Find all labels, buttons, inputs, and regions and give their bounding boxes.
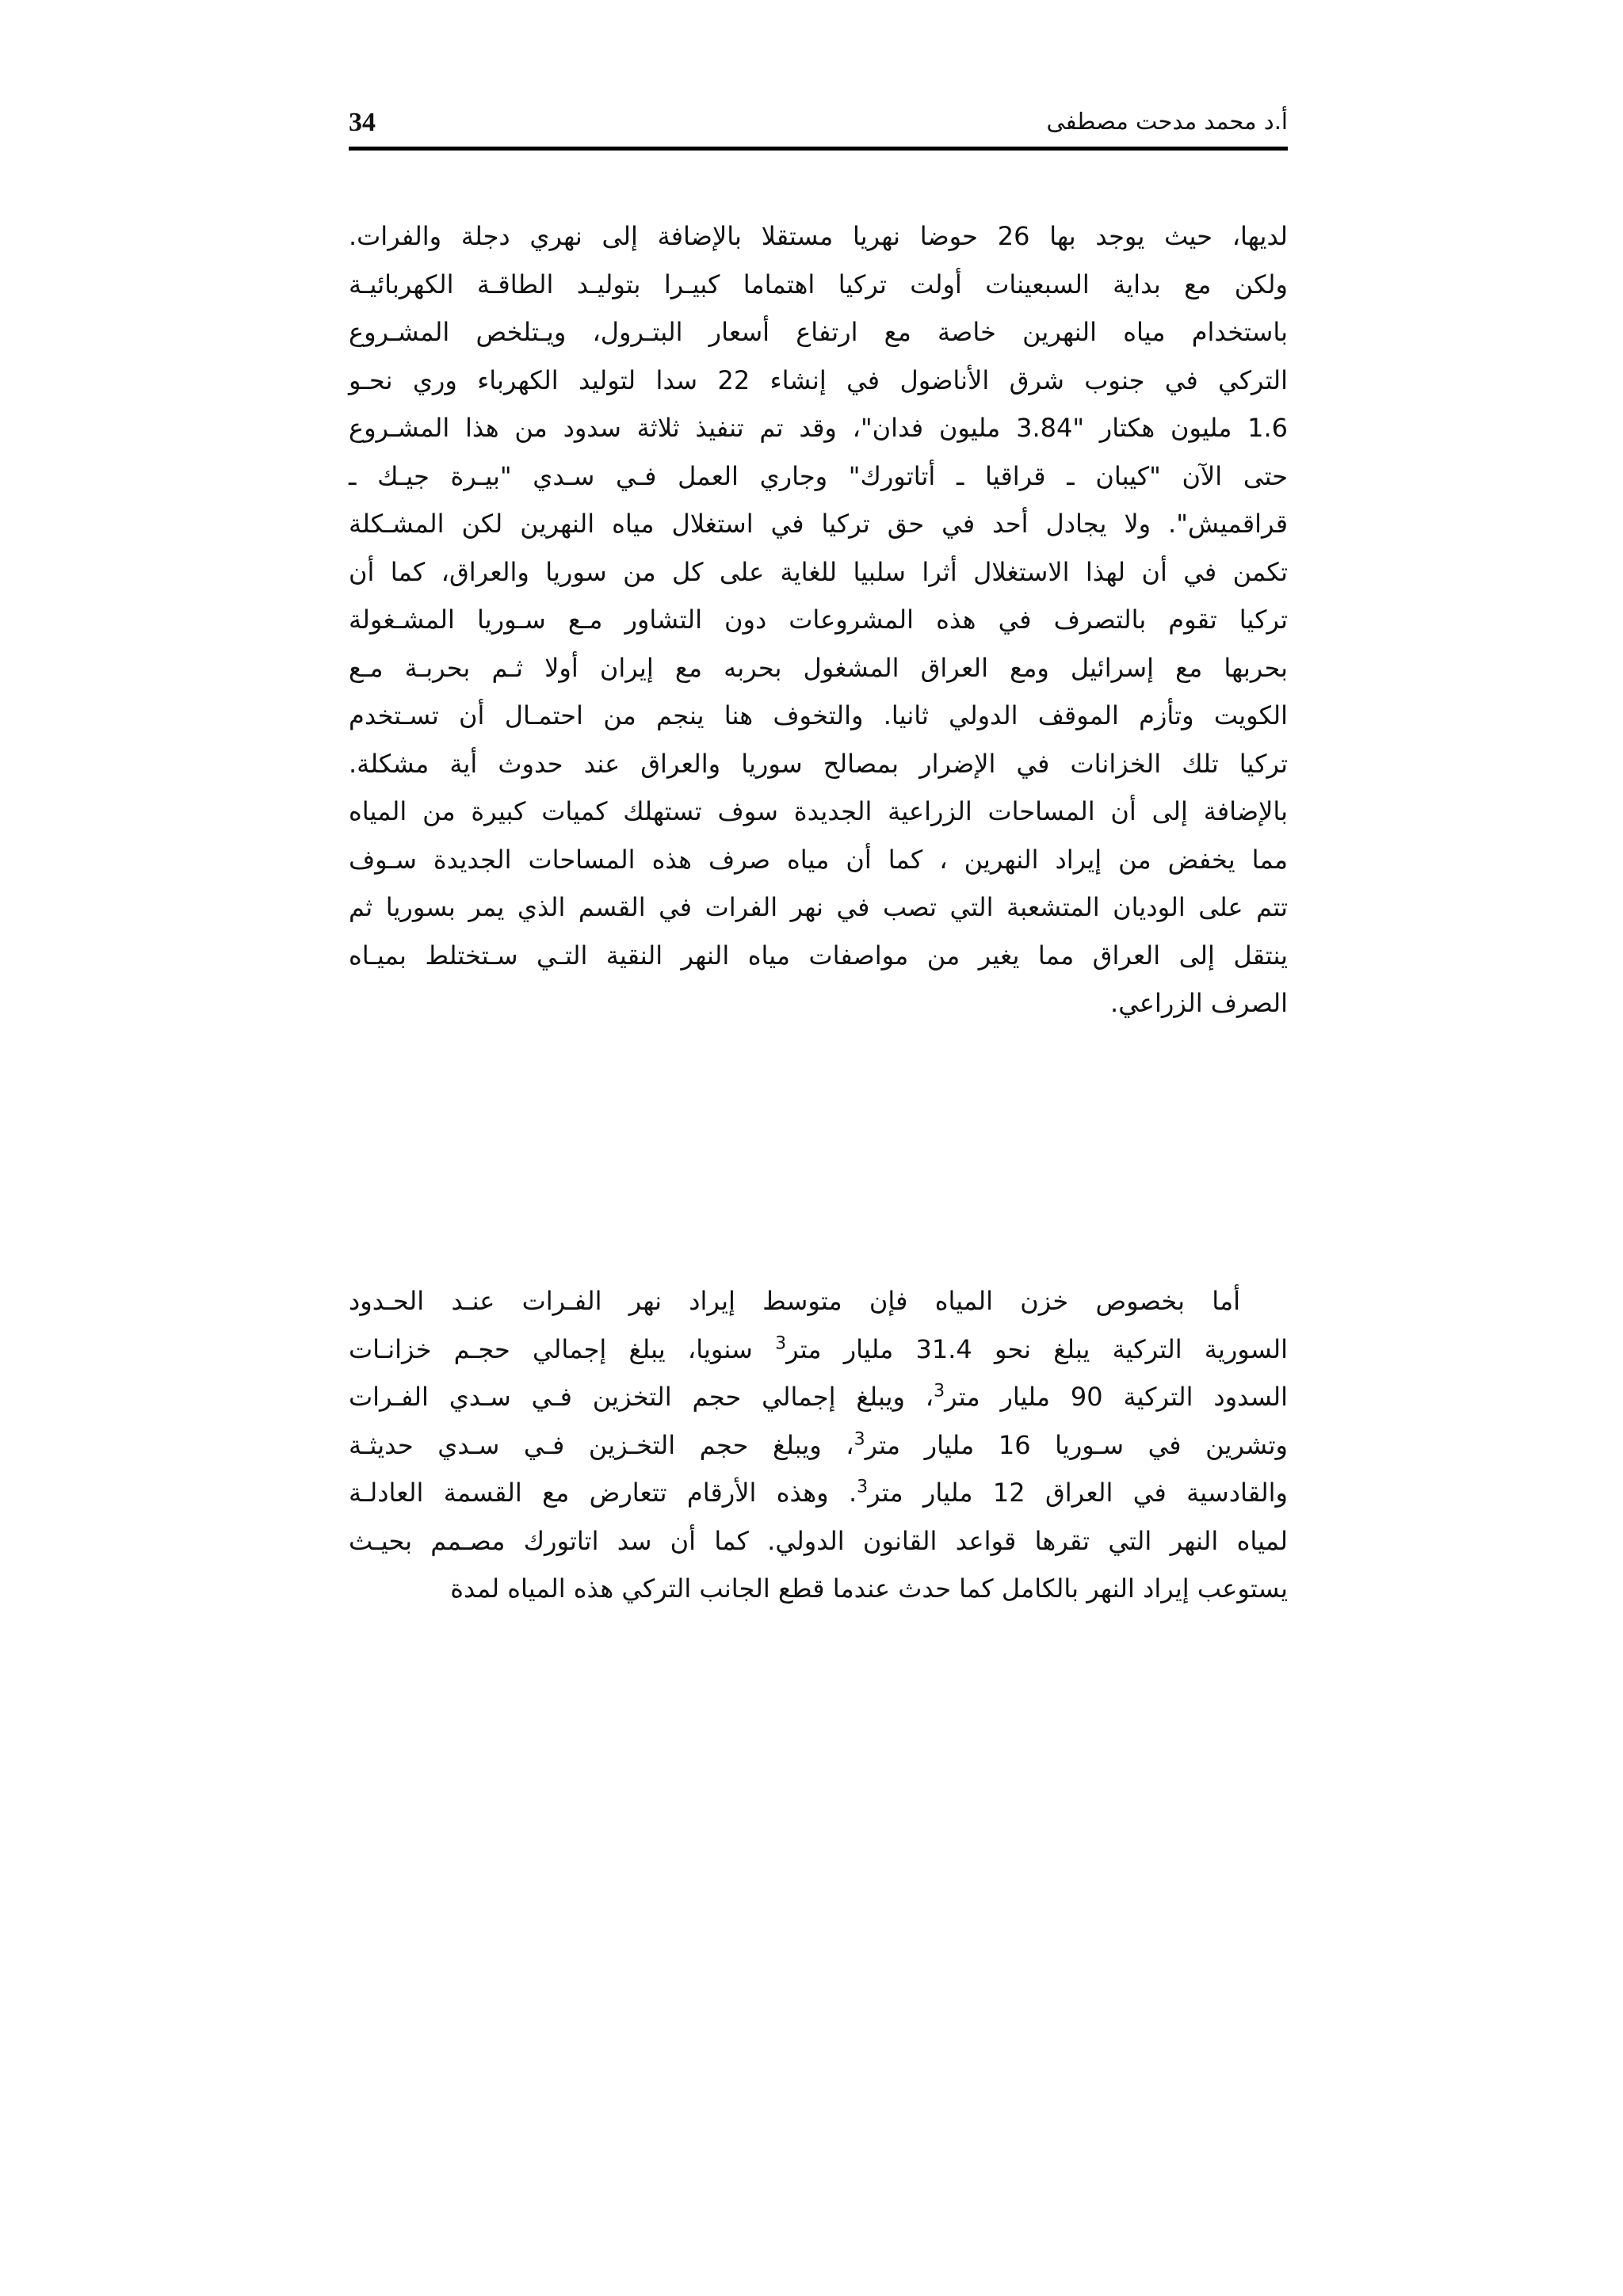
paragraph-2-line: يستوعب إيراد النهر بالكامل كما حدث عندما قطع الجانب التركي هذه المياه لمدة [450, 1573, 1288, 1604]
paragraph-2-line: والقادسية في العراق 12 مليار متر$^3$. وهذه الأرقام تتعارض مع القسمة العادلـة [349, 1477, 1289, 1508]
running-header [349, 101, 1288, 147]
paragraph-1-line: حتى الآن "كيبان ـ قراقيا ـ أتاتورك" وجاري العمل فـي سـدي "بيـرة جيـك ـ [349, 460, 1288, 491]
paragraph-1-line: لديها، حيث يوجد بها 26 حوضا نهريا مستقلا بالإضافة إلى نهري دجلة والفرات. [349, 221, 1289, 251]
paragraph-1-line: تتم على الوديان المتشعبة التي تصب في نهر الفرات في القسم الذي يمر بسوريا ثم [349, 892, 1288, 922]
paragraph-1 [349, 212, 1288, 1028]
paragraph-1-line: 1.6 مليون هكتار "3.84 مليون فدان"، وقد تم تنفيذ ثلاثة سدود من هذا المشـروع [349, 413, 1289, 443]
header-divider [349, 147, 1288, 151]
paragraph-2-line: وتشرين في سـوريا 16 مليار متر$^3$، ويبلغ حجم التخـزين فـي سـدي حديثـة [349, 1428, 1289, 1460]
paragraph-1-line: بحربها مع إسرائيل ومع العراق المشغول بحربه مع إيران أولا ثـم بحربـة مـع [349, 652, 1288, 683]
author-name: أ.د محمد مدحت مصطفى [1046, 108, 1288, 135]
paragraph-1-line: ولكن مع بداية السبعينات أولت تركيا اهتماما كبيـرا بتوليـد الطاقـة الكهربائيـة [349, 269, 1288, 299]
paragraph-2-line: أما بخصوص خزن المياه فإن متوسط إيراد نهر الفـرات عنـد الحـدود [349, 1286, 1240, 1316]
paragraph-1-line: التركي في جنوب شرق الأناضول في إنشاء 22 سدا لتوليد الكهرباء وري نحـو [349, 364, 1289, 395]
paragraph-1-line: تكمن في أن لهذا الاستغلال أثرا سلبيا للغاية على كل من سوريا والعراق، كما أن [349, 556, 1288, 587]
page-number: 34 [349, 108, 376, 137]
paragraph-1-line: قراقميش". ولا يجادل أحد في حق تركيا في استغلال مياه النهرين لكن المشـكلة [349, 509, 1288, 539]
paragraph-1-line: الصرف الزراعي. [1110, 988, 1288, 1018]
paragraph-1-line: تركيا تقوم بالتصرف في هذه المشروعات دون التشاور مـع سـوريا المشـغولة [349, 605, 1288, 635]
paragraph-2 [349, 1277, 1288, 1613]
paragraph-1-line: باستخدام مياه النهرين خاصة مع ارتفاع أسعار البتـرول، ويـتلخص المشـروع [349, 317, 1288, 347]
paragraph-2-line: لمياه النهر التي تقرها قواعد القانون الدولي. كما أن سد اتاتورك مصـمم بحيـث [349, 1525, 1288, 1556]
paragraph-2-line: السدود التركية 90 مليار متر$^3$، ويبلغ إجمالي حجم التخزين فـي سـدي الفـرات [349, 1381, 1289, 1412]
paragraph-1-line: الكويت وتأزم الموقف الدولي ثانيا. والتخوف هنا ينجم من احتمـال أن تسـتخدم [349, 700, 1288, 730]
paragraph-1-line: ينتقل إلى العراق مما يغير من مواصفات مياه النهر النقية التـي سـتختلط بميـاه [349, 940, 1288, 971]
paragraph-1-line: تركيا تلك الخزانات في الإضرار بمصالح سوريا والعراق عند حدوث أية مشكلة. [349, 748, 1288, 779]
paragraph-1-line: مما يخفض من إيراد النهرين ، كما أن مياه صرف هذه المساحات الجديدة سـوف [349, 844, 1288, 875]
paragraph-1-line: بالإضافة إلى أن المساحات الزراعية الجديدة سوف تستهلك كميات كبيرة من المياه [349, 796, 1288, 826]
paragraph-2-line: السورية التركية يبلغ نحو 31.4 مليار متر$^3$ سنويا، يبلغ إجمالي حجـم خزانـات [349, 1333, 1289, 1364]
